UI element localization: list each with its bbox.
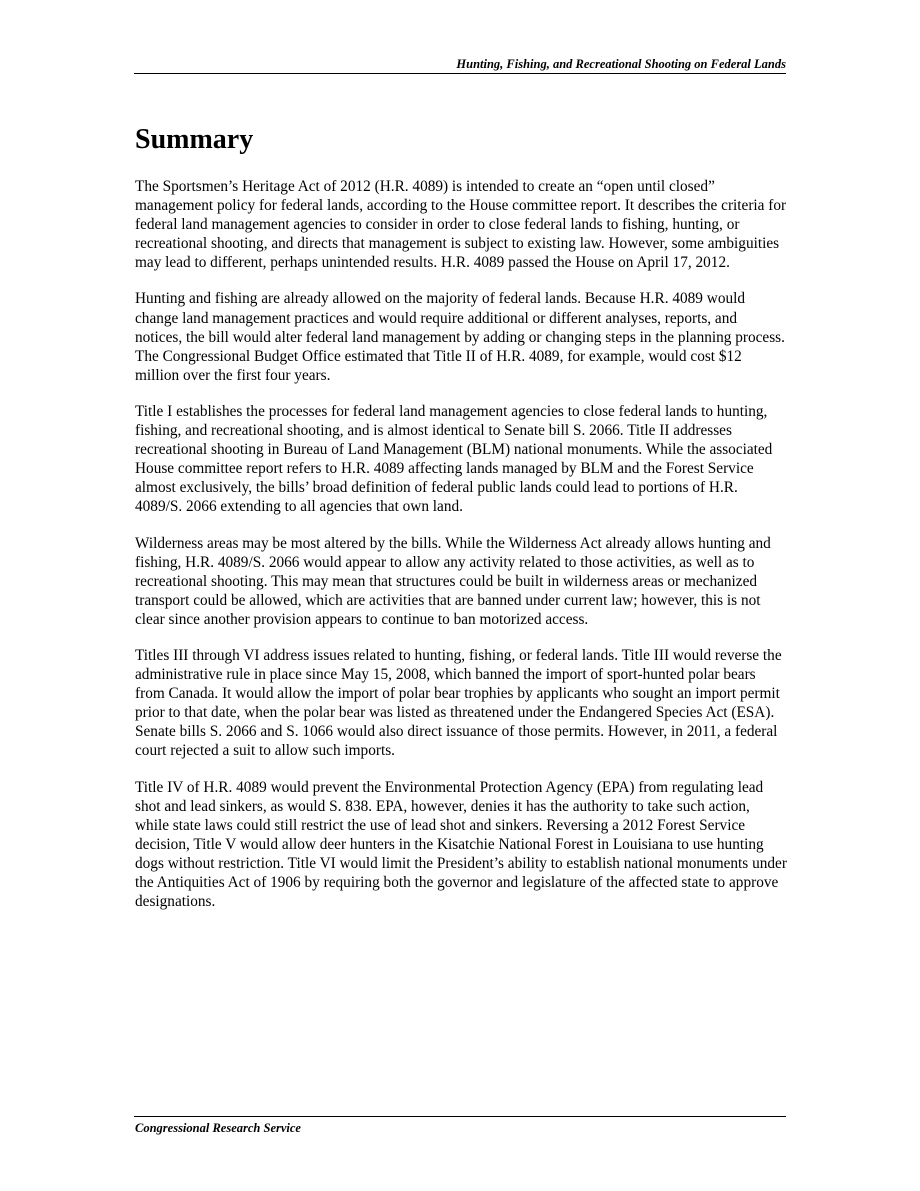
running-header: Hunting, Fishing, and Recreational Shooting on Federal Lands [456,57,786,71]
paragraph-1: The Sportsmen’s Heritage Act of 2012 (H.R. 4089) is intended to create an “open until closed” management policy for federal lands, according to the House committee report. It describes the criteria for federal land management agencies to consider in order to close federal lands to fishing, hunting, or recreational shooting, and directs that management is subject to existing law. However, some ambiguities may lead to different, perhaps unintended results. H.R. 4089 passed the House on April 17, 2012. [135,178,787,272]
summary-body [135,177,787,928]
paragraph-4: Wilderness areas may be most altered by the bills. While the Wilderness Act already allows hunting and fishing, H.R. 4089/S. 2066 would appear to allow any activity related to those activities, as well as to recreational shooting. This may mean that structures could be built in wilderness areas or mechanized transport could be allowed, which are activities that are banned under current law; however, this is not clear since another provision appears to continue to ban motorized access. [135,534,771,628]
header-rule [134,73,786,74]
paragraph-5: Titles III through VI address issues related to hunting, fishing, or federal lands. Title III would reverse the administrative rule in place since May 15, 2008, which banned the import of sport-hunted polar bears from Canada. It would allow the import of polar bear trophies by applicants who sought an import permit prior to that date, when the polar bear was listed as threatened under the Endangered Species Act (ESA). Senate bills S. 2066 and S. 1066 would also direct issuance of those permits. However, in 2011, a federal court rejected a suit to allow such imports. [135,646,782,760]
paragraph-3: Title I establishes the processes for federal land management agencies to close federal lands to hunting, fishing, and recreational shooting, and is almost identical to Senate bill S. 2066. Title II addresses recreational shooting in Bureau of Land Management (BLM) national monuments. While the associated House committee report refers to H.R. 4089 affecting lands managed by BLM and the Forest Service almost exclusively, the bills’ broad definition of federal public lands could lead to portions of H.R. 4089/S. 2066 extending to all agencies that own land. [135,402,773,516]
footer-rule [134,1116,786,1117]
paragraph-6: Title IV of H.R. 4089 would prevent the Environmental Protection Agency (EPA) from regulating lead shot and lead sinkers, as would S. 838. EPA, however, denies it has the authority to take such action, while state laws could still restrict the use of lead shot and sinkers. Reversing a 2012 Forest Service decision, Title V would allow deer hunters in the Kisatchie National Forest in Louisiana to use hunting dogs without restriction. Title VI would limit the President’s ability to establish national monuments under the Antiquities Act of 1906 by requiring both the governor and legislature of the affected state to approve designations. [135,778,787,911]
paragraph-2: Hunting and fishing are already allowed on the majority of federal lands. Because H.R. 4089 would change land management practices and would require additional or different analyses, reports, and notices, the bill would alter federal land management by adding or changing steps in the planning process. The Congressional Budget Office estimated that Title II of H.R. 4089, for example, would cost $12 million over the first four years. [135,290,785,384]
section-title: Summary [135,124,254,155]
running-footer: Congressional Research Service [135,1121,301,1135]
